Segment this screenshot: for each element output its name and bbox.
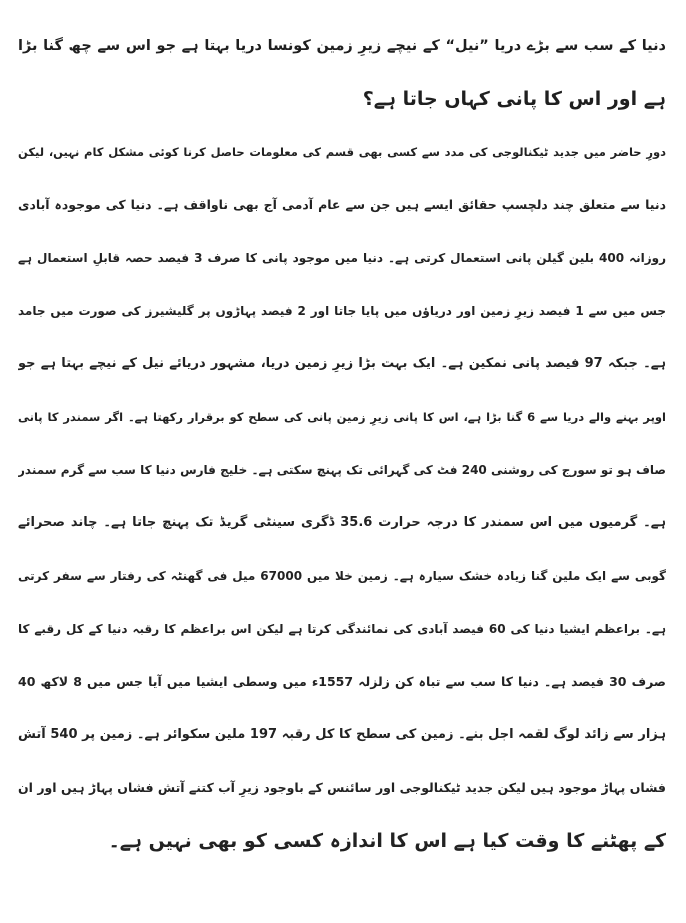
- answer-line-1: دورِ حاضر میں جدید ٹیکنالوجی کی مدد سے کسی بھی قسم کی معلومات حاصل کرنا کوئی مشکل کام نہیں، لیکن: [18, 145, 666, 159]
- answer-line-12: ہزار سے زائد لوگ لقمہ اجل بنے۔ زمین کی سطح کا کل رقبہ 197 ملین سکوائر ہے۔ زمین پر 540 آتش: [18, 727, 666, 742]
- answer-line-8: ہے۔ گرمیوں میں اس سمندر کا درجہ حرارت 35.6 ڈگری سینٹی گریڈ تک پہنچ جاتا ہے۔ چاند صحرائے: [18, 515, 666, 530]
- answer-line-4: جس میں سے 1 فیصد زیرِ زمین اور دریاؤں میں پایا جاتا اور 2 فیصد پہاڑوں پر گلیشیرز کی صورت میں جامد: [18, 304, 666, 318]
- question-line-1: دنیا کے سب سے بڑے دریا ”نیل“ کے نیچے زیرِ زمین کونسا دریا بہتا ہے جو اس سے چھ گنا بڑا: [18, 38, 666, 54]
- question-line-2: ہے اور اس کا پانی کہاں جاتا ہے؟: [362, 88, 666, 110]
- answer-line-2: دنیا سے متعلق چند دلچسپ حقائق ایسے ہیں جن سے عام آدمی آج بھی ناواقف ہے۔ دنیا کی موجودہ آبادی: [18, 197, 666, 212]
- answer-line-10: ہے۔ براعظم ایشیا دنیا کی 60 فیصد آبادی کی نمائندگی کرتا ہے لیکن اس براعظم کا رقبہ دنیا کے کل رقبے کا: [18, 622, 666, 636]
- answer-line-14: کے پھٹنے کا وقت کیا ہے اس کا اندازہ کسی کو بھی نہیں ہے۔: [108, 830, 666, 852]
- answer-line-13: فشاں پہاڑ موجود ہیں لیکن جدید ٹیکنالوجی اور سائنس کے باوجود زیرِ آب کتنے آتش فشاں پہاڑ ہیں اور ان: [18, 780, 666, 795]
- answer-line-7: صاف ہو تو سورج کی روشنی 240 فٹ کی گہرائی تک پہنچ سکتی ہے۔ خلیج فارس دنیا کا سب سے گرم سمندر: [18, 463, 666, 477]
- answer-line-9: گوبی سے ایک ملین گنا زیادہ خشک سیارہ ہے۔ زمین خلا میں 67000 میل فی گھنٹہ کی رفتار سے سفر کرتی: [18, 569, 666, 583]
- answer-line-5: ہے۔ جبکہ 97 فیصد پانی نمکین ہے۔ ایک بہت بڑا زیرِ زمین دریا، مشہور دریائے نیل کے نیچے بہتا ہے جو: [18, 356, 666, 371]
- answer-line-6: اوپر بہنے والے دریا سے 6 گنا بڑا ہے، اس کا پانی زیرِ زمین پانی کی سطح کو برقرار رکھتا ہے۔ اگر سمندر کا پانی: [18, 410, 666, 424]
- answer-line-11: صرف 30 فیصد ہے۔ دنیا کا سب سے تباہ کن زلزلہ 1557ء میں وسطی ایشیا میں آیا جس میں 8 لاکھ 40: [18, 674, 666, 689]
- answer-line-3: روزانہ 400 بلین گیلن پانی استعمال کرتی ہے۔ دنیا میں موجود پانی کا صرف 3 فیصد حصہ قابلِ استعمال ہے: [18, 251, 666, 265]
